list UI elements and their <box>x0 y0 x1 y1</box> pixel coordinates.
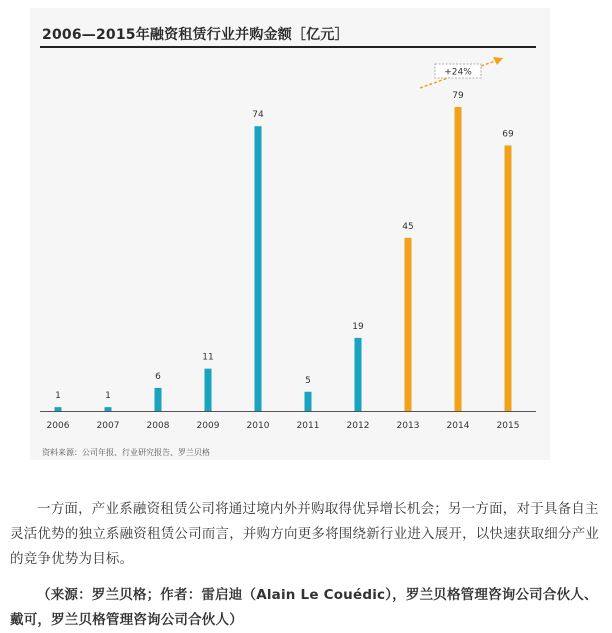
bar-2013 <box>405 238 412 411</box>
chart-figure <box>30 8 550 460</box>
bar-2008 <box>155 388 162 411</box>
data-label-2007: 1 <box>105 391 111 402</box>
data-label-2013: 45 <box>402 221 414 232</box>
data-label-2015: 69 <box>502 129 514 140</box>
chart-title: 2006—2015年融资租赁行业并购金额［亿元］ <box>42 27 349 43</box>
tick-label-2006: 2006 <box>46 421 70 431</box>
bar-2015 <box>505 145 512 411</box>
tick-label-2008: 2008 <box>146 421 170 431</box>
tick-label-2012: 2012 <box>346 421 370 431</box>
tick-label-2014: 2014 <box>446 421 470 431</box>
bar-2009 <box>205 369 212 411</box>
growth-arrow-head <box>493 57 503 65</box>
bar-2006 <box>55 407 62 411</box>
tick-label-2011: 2011 <box>296 421 320 431</box>
article-credit: （来源：罗兰贝格；作者：雷启迪（Alain Le Couédic），罗兰贝格管理咨询公司合伙人、戴可，罗兰贝格管理咨询公司合伙人） <box>10 587 598 628</box>
growth-annotation: +24% <box>444 67 472 78</box>
data-label-2008: 6 <box>155 371 161 382</box>
data-label-2012: 19 <box>352 321 364 332</box>
bar-2014 <box>455 107 462 411</box>
tick-label-2015: 2015 <box>496 421 520 431</box>
chart-source-note: 资料来源：公司年报、行业研究报告、罗兰贝格 <box>42 448 210 457</box>
article-paragraph: 一方面，产业系融资租赁公司将通过境内外并购取得优异增长机会；另一方面，对于具备自主灵活优势的独立系融资租赁公司而言，并购方向更多将围绕新行业进入展开，以快速获取细分产业的竞争优势为目标。 <box>10 501 600 567</box>
data-label-2014: 79 <box>452 91 464 101</box>
bar-chart-plot <box>30 8 550 460</box>
data-label-2006: 1 <box>55 391 61 402</box>
bar-2010 <box>255 126 262 411</box>
bar-2012 <box>355 338 362 411</box>
data-label-2011: 5 <box>305 375 311 386</box>
tick-label-2009: 2009 <box>196 421 220 431</box>
bar-2011 <box>305 392 312 411</box>
tick-label-2007: 2007 <box>96 421 120 431</box>
data-label-2010: 74 <box>252 110 264 121</box>
tick-label-2013: 2013 <box>396 421 420 431</box>
bar-2007 <box>105 407 112 411</box>
tick-label-2010: 2010 <box>246 421 270 431</box>
data-label-2009: 11 <box>202 352 214 363</box>
